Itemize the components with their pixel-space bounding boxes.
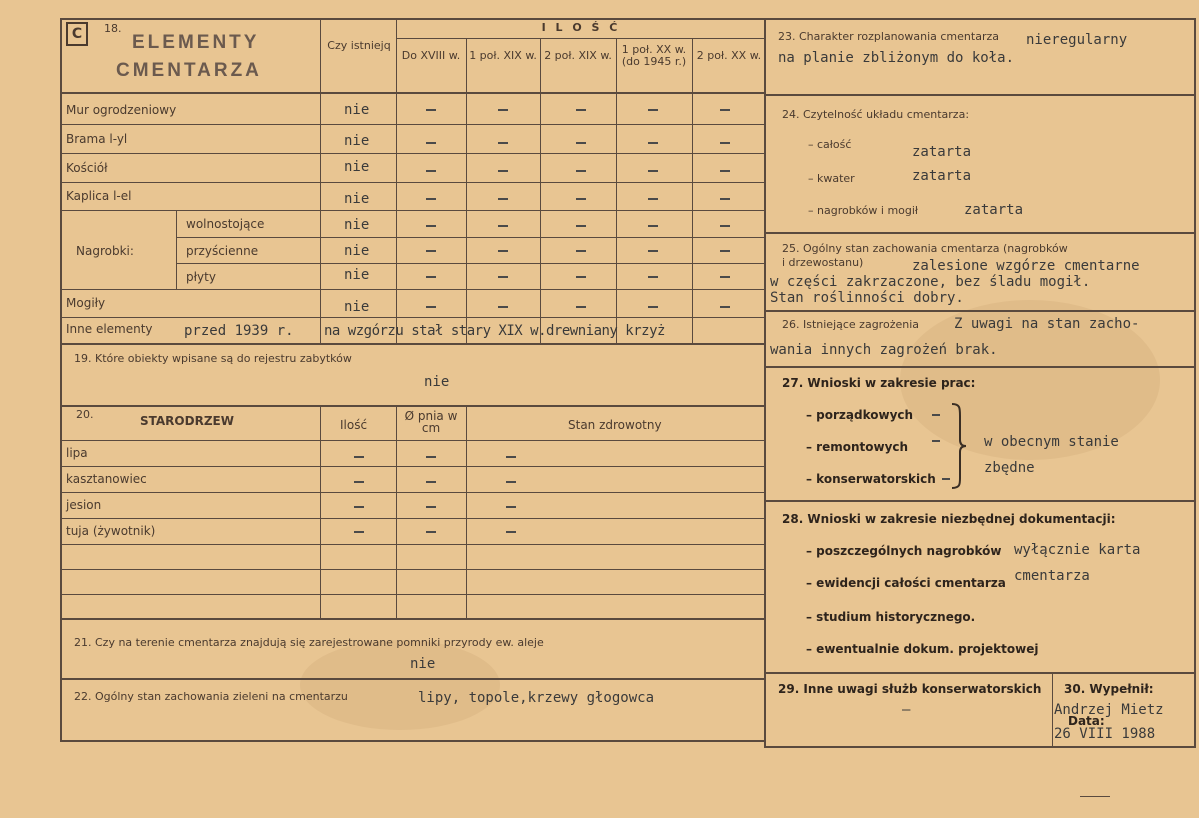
q27-value-2: zbędne xyxy=(984,460,1035,476)
q20-number: 20. xyxy=(76,408,94,421)
empty-dash xyxy=(648,225,658,227)
empty-dash xyxy=(498,276,508,278)
cmentarza-title: CMENTARZA xyxy=(116,60,262,81)
empty-dash xyxy=(498,306,508,308)
q19-label: 19. Które obiekty wpisane są do rejestru zabytków xyxy=(74,352,352,365)
q27-item: – konserwatorskich xyxy=(806,472,936,486)
empty-dash xyxy=(426,170,436,172)
q24-calosc-label: – całość xyxy=(808,138,852,151)
element-value: nie xyxy=(344,217,370,233)
q27-item: – porządkowych xyxy=(806,408,914,422)
section-c-box: C xyxy=(66,22,88,46)
col-header: Do XVIII w. xyxy=(401,49,461,62)
inne-elementy-label: Inne elementy xyxy=(66,322,153,336)
empty-dash xyxy=(498,225,508,227)
q27-value-1: w obecnym stanie xyxy=(984,434,1119,450)
element-value: nie xyxy=(344,159,370,175)
czy-istnieja-header: Czy istniejq xyxy=(327,39,391,52)
empty-dash xyxy=(506,456,516,458)
element-value: nie xyxy=(344,267,370,283)
stan-zdrowotny-header: Stan zdrowotny xyxy=(568,418,662,432)
q25-value-2: w części zakrzaczone, bez śladu mogił. xyxy=(770,274,1091,290)
paper-stain xyxy=(300,640,500,730)
q25-label: 25. Ogólny stan zachowania cmentarza (nagrobków xyxy=(782,242,1068,255)
empty-dash xyxy=(576,225,586,227)
empty-dash xyxy=(648,198,658,200)
element-label: Mogiły xyxy=(66,296,106,310)
q29-value: – xyxy=(902,702,911,718)
q28-item: – poszczególnych nagrobków xyxy=(806,544,1002,558)
ilosc-header: I L O Ś Ć xyxy=(541,21,621,34)
empty-dash xyxy=(720,109,730,111)
empty-dash xyxy=(426,276,436,278)
empty-dash xyxy=(506,506,516,508)
element-label: Kościół xyxy=(66,161,108,175)
q25-value-1: zalesione wzgórze cmentarne xyxy=(912,258,1140,274)
tree-name: jesion xyxy=(66,498,102,512)
elementy-title: ELEMENTY xyxy=(132,32,260,53)
q25-label-2: i drzewostanu) xyxy=(782,256,864,269)
q26-value-2: wania innych zagrożeń brak. xyxy=(770,342,998,358)
q28-label: 28. Wnioski w zakresie niezbędnej dokumentacji: xyxy=(782,512,1116,526)
col-header: 1 poł. XIX w. xyxy=(469,49,537,62)
empty-dash xyxy=(426,306,436,308)
empty-dash xyxy=(720,250,730,252)
element-label: Brama l-yl xyxy=(66,132,128,146)
tree-name: kasztanowiec xyxy=(66,472,147,486)
empty-dash xyxy=(426,109,436,111)
empty-dash xyxy=(506,531,516,533)
brace-icon xyxy=(948,402,968,490)
empty-dash xyxy=(354,531,364,533)
q30-data-label: Data: xyxy=(1068,714,1105,728)
q24-label: 24. Czytelność układu cmentarza: xyxy=(782,108,970,121)
empty-dash xyxy=(576,250,586,252)
inne-elementy-value-2: na wzgórzu stał stary XIX w.drewniany krzyż xyxy=(324,323,665,339)
empty-dash xyxy=(720,142,730,144)
empty-dash xyxy=(720,170,730,172)
empty-dash xyxy=(720,306,730,308)
empty-dash xyxy=(498,198,508,200)
empty-dash xyxy=(576,109,586,111)
q24-nagrobkow-label: – nagrobków i mogił xyxy=(808,204,919,217)
empty-dash xyxy=(354,456,364,458)
q22-label: 22. Ogólny stan zachowania zieleni na cmentarzu xyxy=(74,690,348,703)
q28-value-1: wyłącznie karta xyxy=(1014,542,1141,558)
q30-name: Andrzej Mietz xyxy=(1054,702,1164,718)
col-header: 2 poł. XX w. xyxy=(696,49,762,62)
element-label: Kaplica l-el xyxy=(66,189,132,203)
element-value: nie xyxy=(344,133,370,149)
element-label: przyścienne xyxy=(186,244,259,258)
empty-dash xyxy=(648,142,658,144)
empty-dash xyxy=(354,481,364,483)
element-value: nie xyxy=(344,102,370,118)
q24-nagrobkow-value: zatarta xyxy=(964,202,1024,218)
empty-dash xyxy=(426,142,436,144)
q28-item: – ewentualnie dokum. projektowej xyxy=(806,642,1039,656)
empty-dash xyxy=(576,170,586,172)
q23-value-2: na planie zbliżonym do koła. xyxy=(778,50,1015,66)
empty-dash xyxy=(426,225,436,227)
empty-dash xyxy=(648,306,658,308)
q29-label: 29. Inne uwagi służb konserwatorskich xyxy=(778,682,1042,696)
empty-dash xyxy=(426,481,436,483)
empty-dash xyxy=(720,276,730,278)
empty-dash xyxy=(648,109,658,111)
q24-calosc-value: zatarta xyxy=(912,144,972,160)
empty-dash xyxy=(576,142,586,144)
empty-dash xyxy=(576,276,586,278)
element-label: płyty xyxy=(186,270,216,284)
inne-elementy-value-1: przed 1939 r. xyxy=(184,323,294,339)
empty-dash xyxy=(426,531,436,533)
tree-name: lipa xyxy=(66,446,88,460)
q24-kwater-label: – kwater xyxy=(808,172,855,185)
empty-dash xyxy=(498,250,508,252)
q26-value-1: Z uwagi na stan zacho- xyxy=(954,316,1140,332)
section-18-number: 18. xyxy=(104,22,122,35)
q28-item: – ewidencji całości cmentarza xyxy=(806,576,1006,590)
q23-label: 23. Charakter rozplanowania cmentarza xyxy=(778,30,999,43)
q25-value-3: Stan roślinności dobry. xyxy=(770,290,964,306)
empty-dash xyxy=(648,170,658,172)
q21-label: 21. Czy na terenie cmentarza znajdują się zarejestrowane pomniki przyrody ew. aleje xyxy=(74,636,544,649)
pnia-column-header: Ø pnia w cm xyxy=(404,409,458,435)
col-header: 1 poł. XX w. (do 1945 r.) xyxy=(621,43,687,68)
element-label: wolnostojące xyxy=(186,217,265,231)
pencil-mark xyxy=(1080,796,1110,797)
empty-dash xyxy=(720,225,730,227)
q27-label: 27. Wnioski w zakresie prac: xyxy=(782,376,976,390)
col-header: 2 poł. XIX w. xyxy=(544,49,612,62)
q23-value-1: nieregularny xyxy=(1026,32,1128,48)
empty-dash xyxy=(648,250,658,252)
empty-dash xyxy=(576,198,586,200)
q22-value: lipy, topole,krzewy głogowca xyxy=(418,690,655,706)
empty-dash xyxy=(426,506,436,508)
empty-dash xyxy=(648,276,658,278)
empty-dash xyxy=(498,109,508,111)
empty-dash xyxy=(498,142,508,144)
nagrobki-label: Nagrobki: xyxy=(76,244,134,258)
q30-date: 26 VIII 1988 xyxy=(1054,726,1156,742)
q28-item: – studium historycznego. xyxy=(806,610,976,624)
q28-value-2: cmentarza xyxy=(1014,568,1090,584)
empty-dash xyxy=(506,481,516,483)
element-label: Mur ogrodzeniowy xyxy=(66,103,177,117)
q26-label: 26. Istniejące zagrożenia xyxy=(782,318,920,331)
q19-value: nie xyxy=(424,374,450,390)
empty-dash xyxy=(426,250,436,252)
element-value: nie xyxy=(344,191,370,207)
q21-value: nie xyxy=(410,656,436,672)
empty-dash xyxy=(426,198,436,200)
empty-dash xyxy=(576,306,586,308)
q30-label: 30. Wypełnił: xyxy=(1064,682,1154,696)
empty-dash xyxy=(354,506,364,508)
starodrzew-header: STARODRZEW xyxy=(140,414,234,428)
empty-dash xyxy=(720,198,730,200)
element-value: nie xyxy=(344,299,370,315)
q27-item: – remontowych xyxy=(806,440,909,454)
q24-kwater-value: zatarta xyxy=(912,168,972,184)
tree-name: tuja (żywotnik) xyxy=(66,524,156,538)
element-value: nie xyxy=(344,243,370,259)
empty-dash xyxy=(426,456,436,458)
empty-dash xyxy=(498,170,508,172)
ilosc-column-header: Ilość xyxy=(340,418,368,432)
